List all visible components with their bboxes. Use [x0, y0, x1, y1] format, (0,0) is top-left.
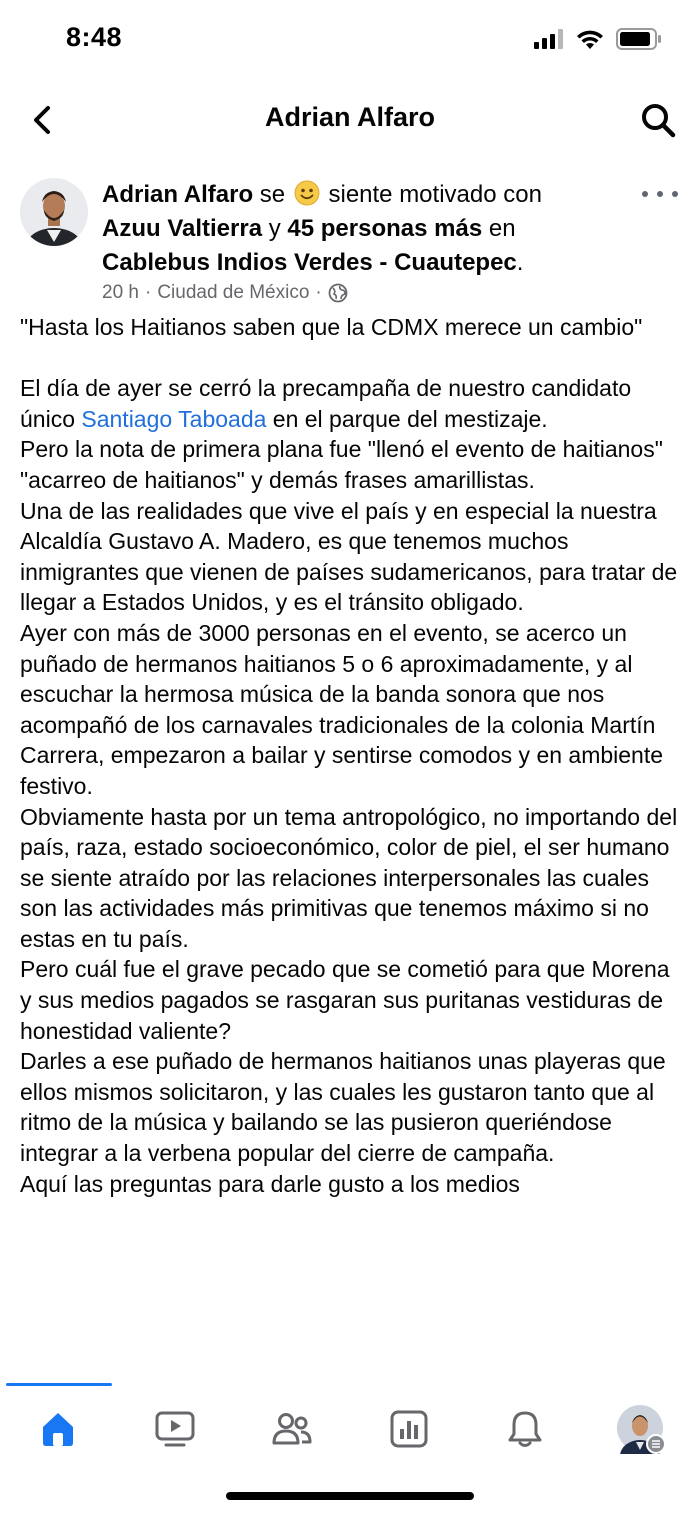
separator-dot: ·: [144, 282, 152, 303]
video-icon: [154, 1409, 196, 1449]
bottom-nav: [0, 1386, 700, 1472]
location-prefix: en: [482, 215, 516, 242]
page-title: Adrian Alfaro: [264, 102, 435, 132]
bell-icon: [505, 1409, 545, 1449]
friends-icon: [271, 1409, 313, 1449]
nav-profile[interactable]: [616, 1404, 666, 1454]
paragraph-spacer: [20, 343, 685, 374]
author-avatar-icon: [20, 178, 88, 246]
post-paragraph-4: Ayer con más de 3000 personas en el evento, se acerco un puñado de hermanos haitianos 5 o 6 aproximadamente, y al escuchar la hermosa música de la banda sonora que nos acompañó de los carnavales tradicionales de la colonia Martín Carrera, empezaron a bailar y sentirse comodos y en ambiente festivo.: [20, 619, 664, 799]
battery-icon: [616, 28, 662, 50]
mention-link[interactable]: Santiago Taboada: [81, 405, 267, 432]
post-paragraph-7: Darles a ese puñado de hermanos haitianos unas playeras que ellos mismos solicitaron, y las cuales les gustaron tanto que al ritmo de la música y bailando se las pusieron queriéndose integrar a la verbena popular del cierre de campaña.: [20, 1048, 666, 1167]
post-header: [0, 168, 700, 313]
search-button[interactable]: [636, 98, 680, 142]
status-time: 8:48: [66, 22, 123, 52]
home-indicator: [226, 1492, 474, 1500]
tagged-joiner: y: [262, 215, 288, 242]
post-paragraph-5: Obviamente hasta por un tema antropológico, no importando del país, raza, estado socioeconómico, color de piel, el ser humano se siente atraído por las relaciones interpersonales las cuales son las actividades más primitivas que tenemos máximo si no estas en tu país.: [20, 803, 678, 952]
nav-video[interactable]: [150, 1404, 200, 1454]
post-paragraph-3: Una de las realidades que vive el país y en especial la nuestra Alcaldía Gustavo A. Madero, es que tenemos muchos inmigrantes que vienen de países sudamericanos, para tratar de llegar a Estados Unidos, y es el tránsito obligado.: [20, 497, 678, 616]
dot: [672, 191, 678, 197]
post-paragraph-8: Aquí las preguntas para darle gusto a los medios: [20, 1170, 520, 1197]
post-quote: "Hasta los Haitianos saben que la CDMX merece un cambio": [20, 314, 643, 340]
post-meta: [102, 178, 622, 280]
status-icons: [534, 26, 662, 52]
post-paragraph-6: Pero cuál fue el grave pecado que se cometió para que Morena y sus medios pagados se rasgaran sus puritanas vestiduras de honestidad valiente?: [20, 956, 670, 1044]
post-paragraph-1: [20, 373, 685, 434]
dot: [657, 191, 663, 197]
post-place: Ciudad de México: [157, 282, 310, 303]
location-name[interactable]: Cablebus Indios Verdes - Cuautepec: [102, 249, 517, 276]
tagged-others[interactable]: 45 personas más: [287, 215, 483, 242]
nav-notifications[interactable]: [500, 1404, 550, 1454]
wifi-icon: [576, 28, 604, 50]
feeling-prefix: se: [253, 181, 292, 208]
smiling-face-icon: [294, 180, 320, 206]
globe-icon: [328, 283, 348, 303]
p1-text-after: en el parque del mestizaje.: [266, 405, 548, 432]
search-icon: [640, 102, 676, 138]
p1-text-before: El día de ayer se cerró la precampaña de nuestro candidato único: [20, 375, 632, 432]
location-suffix: .: [516, 249, 524, 276]
signal-icon: [534, 29, 564, 49]
nav-friends[interactable]: [267, 1404, 317, 1454]
more-options-button[interactable]: [642, 184, 678, 204]
post-time[interactable]: 20 h: [102, 282, 139, 303]
post-body: [20, 312, 685, 1199]
dashboard-icon: [389, 1409, 429, 1449]
avatar[interactable]: [20, 178, 88, 246]
page-header: [0, 88, 700, 152]
feeling-text: siente motivado con: [321, 181, 542, 208]
dot: [642, 191, 648, 197]
home-icon: [38, 1409, 78, 1449]
separator-dot: ·: [315, 282, 322, 303]
status-bar: [0, 0, 700, 78]
post-paragraph-2: Pero la nota de primera plana fue "llenó el evento de haitianos" "acarreo de haitianos" y demás frases amarillistas.: [20, 436, 663, 493]
profile-avatar-icon: [616, 1404, 666, 1454]
author-name[interactable]: Adrian Alfaro: [102, 181, 254, 208]
post-subline: [102, 282, 348, 304]
nav-dashboard[interactable]: [384, 1404, 434, 1454]
nav-home[interactable]: [33, 1404, 83, 1454]
tagged-person[interactable]: Azuu Valtierra: [102, 215, 263, 242]
